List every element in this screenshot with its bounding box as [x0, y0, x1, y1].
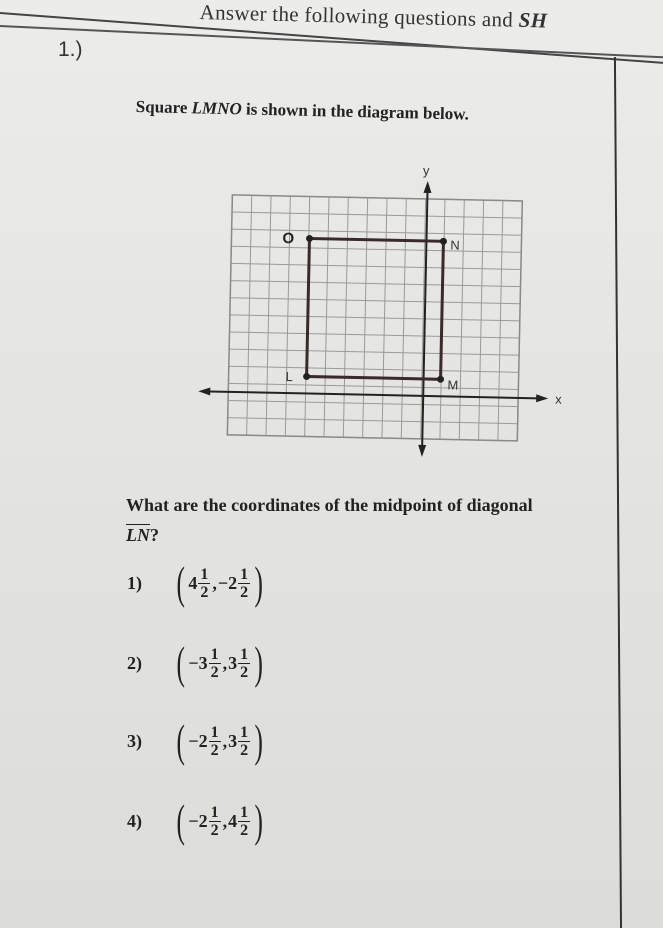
y-axis-arrow-up [423, 181, 431, 193]
y-fraction [238, 646, 250, 681]
x-numerator: 1 [210, 723, 219, 741]
right-margin-line [614, 57, 622, 928]
grid-line-horizontal [232, 229, 522, 235]
grid-lines [227, 195, 522, 441]
x-coordinate [188, 724, 221, 759]
x-axis-arrow-right [536, 394, 548, 402]
left-paren: ( [176, 715, 185, 766]
question-text [126, 490, 566, 550]
grid-line-horizontal [231, 263, 521, 269]
x-coordinate [188, 566, 211, 601]
problem-prompt [136, 97, 470, 125]
grid-line-horizontal [231, 281, 521, 287]
y-axis-label: y [422, 162, 430, 179]
coordinate-comma: , [222, 730, 228, 751]
y-numerator: 1 [240, 645, 249, 663]
instructions-text: Answer the following questions and [199, 0, 514, 32]
x-denominator: 2 [210, 741, 219, 759]
y-coordinate [228, 804, 251, 839]
choice-number: 3) [127, 730, 142, 751]
y-whole: 2 [228, 572, 238, 593]
left-paren: ( [176, 795, 185, 846]
left-paren: ( [176, 557, 185, 608]
x-sign: − [188, 652, 199, 673]
y-whole: 4 [228, 810, 238, 831]
answer-choice-2[interactable] [127, 637, 266, 688]
coordinate-comma: , [222, 652, 228, 673]
y-sign: − [217, 572, 229, 593]
x-numerator: 1 [210, 645, 219, 663]
x-axis [203, 391, 538, 398]
vertex-l-label: L [285, 369, 293, 385]
vertex-l-point [303, 373, 310, 380]
question-body: What are the coordinates of the midpoint of diagonal [126, 495, 533, 515]
prompt-before: Square [135, 97, 192, 118]
diagonal-segment: $\overline{LN}$ [126, 525, 150, 545]
choice-number: 4) [127, 810, 142, 831]
grid-line-horizontal [231, 246, 521, 252]
y-denominator: 2 [240, 821, 249, 839]
y-whole: 3 [228, 652, 238, 673]
right-paren: ) [254, 557, 263, 608]
x-whole: 3 [198, 652, 208, 673]
grid-line-horizontal [228, 383, 518, 389]
x-fraction [209, 646, 221, 681]
x-fraction [209, 724, 221, 759]
y-denominator: 2 [240, 583, 249, 601]
x-axis-label: x [555, 391, 562, 407]
x-fraction [198, 566, 210, 601]
x-coordinate [188, 646, 221, 681]
grid-line-horizontal [230, 315, 520, 321]
grid-line-horizontal [228, 401, 518, 407]
x-sign: − [188, 810, 199, 831]
vertex-o-point [306, 235, 313, 242]
square-name: LMNO [191, 98, 242, 119]
y-numerator: 1 [240, 565, 249, 583]
instructions-bold-text: SH [518, 7, 548, 33]
grid-line-horizontal [230, 298, 520, 304]
y-numerator: 1 [240, 723, 249, 741]
coordinate-comma: , [222, 810, 228, 831]
vertex-m-label: M [447, 377, 459, 393]
x-numerator: 1 [210, 803, 219, 821]
x-denominator: 2 [200, 583, 209, 601]
y-fraction [238, 724, 250, 759]
y-coordinate [228, 646, 251, 681]
x-whole: 4 [188, 572, 198, 593]
question-number: 1.) [58, 38, 83, 61]
x-denominator: 2 [210, 821, 219, 839]
answer-choice-4[interactable] [127, 795, 266, 846]
y-denominator: 2 [240, 663, 249, 681]
x-fraction [209, 804, 221, 839]
y-axis-arrow-down [418, 445, 426, 457]
left-paren: ( [176, 637, 185, 688]
x-whole: 2 [198, 810, 208, 831]
y-numerator: 1 [240, 803, 249, 821]
answer-choice-3[interactable] [127, 715, 266, 766]
vertex-o-label: O [282, 229, 295, 248]
x-coordinate [188, 804, 221, 839]
grid-line-horizontal [229, 366, 519, 372]
x-sign: − [188, 730, 199, 751]
right-paren: ) [254, 715, 263, 766]
x-whole: 2 [198, 730, 208, 751]
prompt-after: is shown in the diagram below. [241, 99, 470, 124]
choice-number: 2) [127, 652, 142, 673]
x-numerator: 1 [200, 565, 209, 583]
y-coordinate [218, 566, 251, 601]
vertex-m-point [437, 376, 444, 383]
y-whole: 3 [228, 730, 238, 751]
y-coordinate [228, 724, 251, 759]
question-end: ? [150, 525, 159, 545]
choice-number: 1) [127, 572, 142, 593]
grid-line-horizontal [230, 332, 520, 338]
right-paren: ) [254, 637, 263, 688]
grid-line-horizontal [229, 349, 519, 355]
vertex-n-label: N [450, 237, 460, 253]
right-paren: ) [254, 795, 263, 846]
vertex-n-point [440, 238, 447, 245]
instructions-header [199, 0, 547, 33]
answer-choice-1[interactable] [127, 557, 266, 608]
coordinate-comma: , [212, 572, 217, 593]
coordinate-grid-diagram [195, 160, 565, 460]
grid-line-horizontal [232, 212, 522, 218]
y-fraction [238, 804, 250, 839]
x-denominator: 2 [210, 663, 219, 681]
y-denominator: 2 [240, 741, 249, 759]
grid-line-horizontal [228, 418, 518, 424]
y-fraction [238, 566, 250, 601]
x-axis-arrow-left [198, 387, 210, 395]
